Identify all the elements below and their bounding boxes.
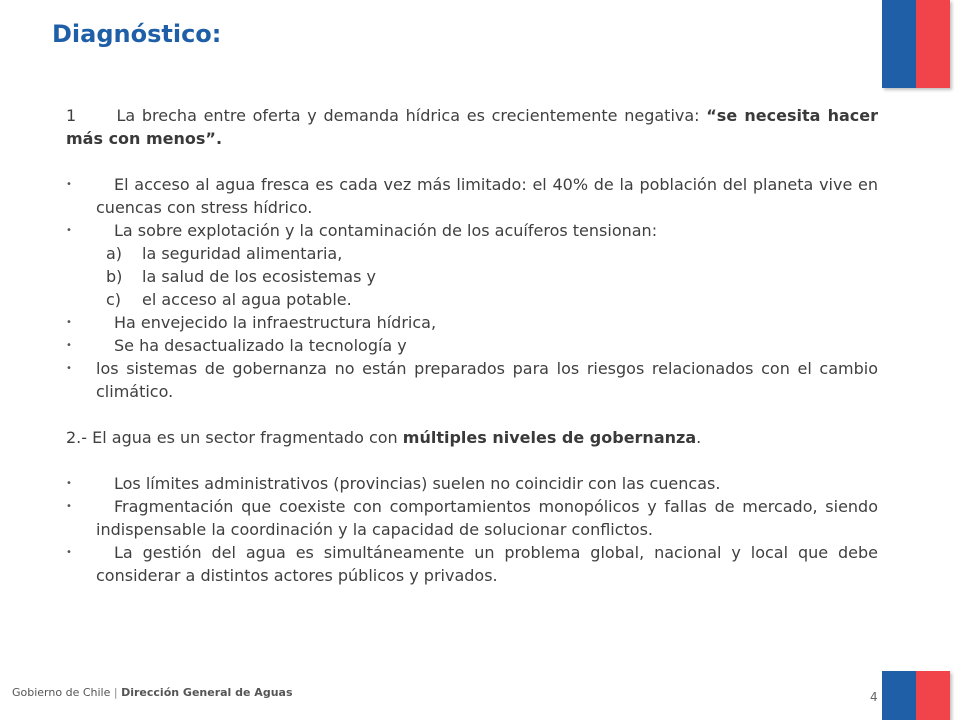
bullet-icon: • (66, 225, 72, 236)
list-item: • La sobre explotación y la contaminación de los acuíferos tensionan: (66, 221, 658, 240)
page-title: Diagnóstico: (52, 20, 222, 48)
flag-logo-top (882, 0, 950, 88)
list-item: • Fragmentación que coexiste con comportamientos monopólicos y fallas de mercado, siendo indispensable la coordinación y la capacidad de solucionar conflictos. (66, 497, 878, 539)
list-item: • los sistemas de gobernanza no están preparados para los riesgos relacionados con el cambio climático. (66, 359, 878, 401)
slide-content (66, 104, 878, 587)
flag-blue-stripe (882, 671, 916, 720)
bullet-icon: • (66, 317, 72, 328)
section-2-text: 2.- El agua es un sector fragmentado con (66, 428, 403, 447)
footer-org: Dirección General de Aguas (121, 686, 293, 699)
footer (12, 686, 293, 699)
flag-logo-bottom (882, 671, 950, 720)
section-1-emphasis: “se necesita hacer más con menos”. (66, 106, 879, 148)
bullet-icon: • (66, 179, 72, 190)
footer-separator: | (113, 686, 118, 699)
bullet-icon: • (66, 547, 72, 558)
bullet-icon: • (66, 478, 72, 489)
list-item: • Se ha desactualizado la tecnología y (66, 336, 407, 355)
bullet-icon: • (66, 340, 72, 351)
sub-list-item: a) la seguridad alimentaria, (106, 244, 343, 263)
footer-gov: Gobierno de Chile (12, 686, 111, 699)
section-2-emphasis: múltiples niveles de gobernanza (402, 428, 697, 447)
bullet-icon: • (66, 363, 72, 374)
list-item: • Los límites administrativos (provincias) suelen no coincidir con las cuencas. (66, 474, 721, 493)
page-number: 4 (870, 690, 878, 704)
flag-blue-stripe (882, 0, 916, 88)
section-1-text: La brecha entre oferta y demanda hídrica es crecientemente negativa: (116, 106, 707, 125)
section-1-paragraph (66, 104, 878, 150)
sub-list-item: b) la salud de los ecosistemas y (106, 267, 376, 286)
list-item: • El acceso al agua fresca es cada vez más limitado: el 40% de la población del planeta vive en cuencas con stress hídrico. (66, 175, 878, 217)
list-item: • Ha envejecido la infraestructura hídrica, (66, 313, 437, 332)
bullet-icon: • (66, 501, 72, 512)
list-item: • La gestión del agua es simultáneamente un problema global, nacional y local que debe considerar a distintos actores públicos y privados. (66, 543, 878, 585)
flag-red-stripe (916, 0, 950, 88)
section-1-number: 1 (66, 106, 77, 125)
section-2-paragraph: 2.- El agua es un sector fragmentado con múltiples niveles de gobernanza. (66, 428, 702, 447)
flag-red-stripe (916, 671, 950, 720)
sub-list-item: c) el acceso al agua potable. (106, 290, 352, 309)
